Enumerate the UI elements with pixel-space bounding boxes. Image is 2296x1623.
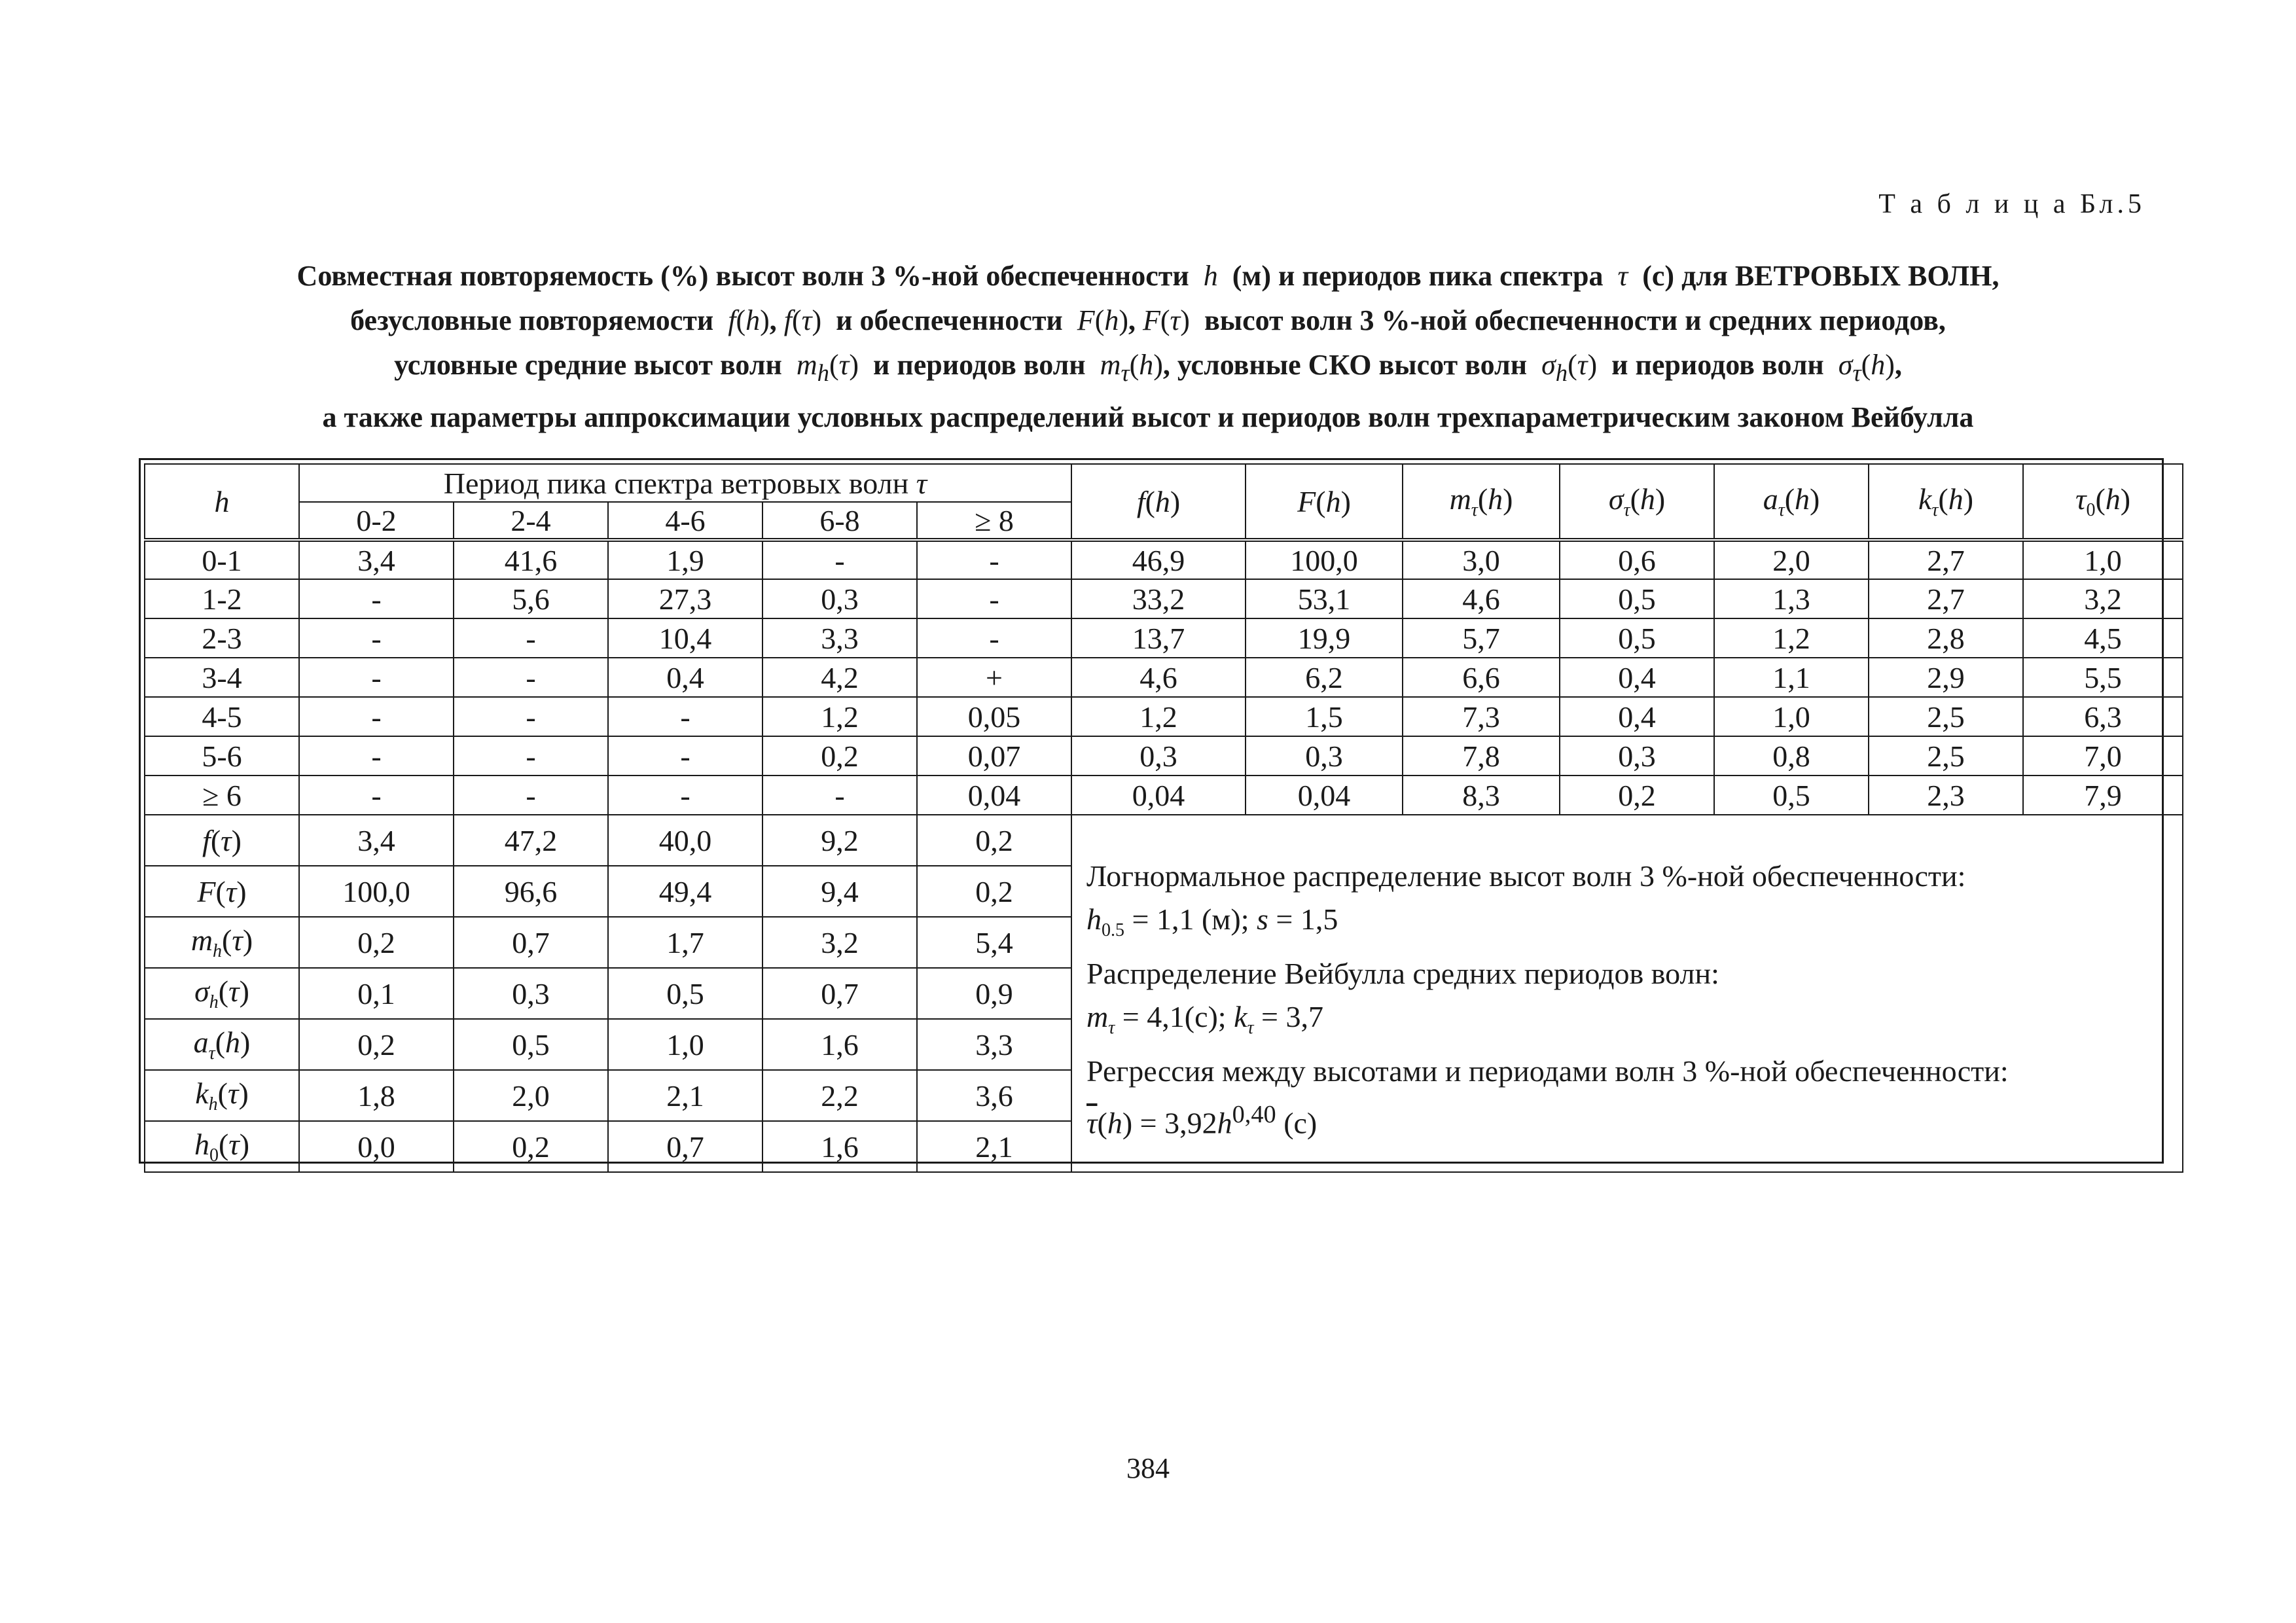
regression-title: Регрессия между высотами и периодами волн 3 %-ной обеспеченности: xyxy=(1086,1054,2009,1088)
cell-stat-period: 0,7 xyxy=(454,917,608,968)
cell-stat-period: 0,2 xyxy=(299,917,454,968)
cell-stat: 0,5 xyxy=(1560,618,1714,658)
table-caption xyxy=(98,254,2198,440)
cell-stat: 6,3 xyxy=(2023,697,2183,736)
symbol-m-tau-h: $m_\tau(h)$ xyxy=(1092,349,1163,386)
cell-stat-period: 3,2 xyxy=(762,917,917,968)
cell-stat: 6,2 xyxy=(1246,658,1403,697)
cell-stat: 3,0 xyxy=(1403,540,1560,579)
weibull-params: $m_\tau = 4,1(с)$; $k_\tau = 3,7$ xyxy=(1086,1000,1323,1039)
cell-stat-period: 9,2 xyxy=(762,815,917,866)
cell-frequency: 0,4 xyxy=(608,658,762,697)
cell-stat: 0,2 xyxy=(1560,776,1714,815)
cell-stat-period: 0,5 xyxy=(454,1019,608,1070)
cell-frequency: - xyxy=(454,697,608,736)
cell-frequency: - xyxy=(454,736,608,776)
cell-stat-period: 100,0 xyxy=(299,866,454,917)
cell-stat: 7,9 xyxy=(2023,776,2183,815)
stat-label-m-h-tau: $m_h(\tau)$ xyxy=(145,917,299,968)
cell-stat: 1,3 xyxy=(1714,579,1869,618)
cell-stat: 100,0 xyxy=(1246,540,1403,579)
cell-frequency: 1,2 xyxy=(762,697,917,736)
cell-frequency: - xyxy=(299,658,454,697)
cell-stat: 0,3 xyxy=(1560,736,1714,776)
cell-stat-period: 1,7 xyxy=(608,917,762,968)
cell-stat: 4,6 xyxy=(1071,658,1246,697)
stat-label-h0-tau: $h_0(\tau)$ xyxy=(145,1121,299,1172)
cell-stat-period: 0,2 xyxy=(299,1019,454,1070)
cell-frequency: - xyxy=(917,540,1071,579)
table-label: Т а б л и ц а Бл.5 xyxy=(1878,189,2145,219)
header-m-tau-h: $m_\tau(h)$ xyxy=(1403,464,1560,540)
cell-frequency: - xyxy=(299,697,454,736)
cell-frequency: - xyxy=(299,579,454,618)
header-period-0-2: 0-2 xyxy=(299,502,454,540)
row-h-range: 2-3 xyxy=(145,618,299,658)
header-h: h xyxy=(145,464,299,540)
cell-stat-period: 0,2 xyxy=(454,1121,608,1172)
header-period-2-4: 2-4 xyxy=(454,502,608,540)
table-row-stat xyxy=(145,815,2183,866)
table-row xyxy=(145,697,2183,736)
cell-stat: 2,3 xyxy=(1869,776,2023,815)
row-h-range: 5-6 xyxy=(145,736,299,776)
cell-stat: 1,0 xyxy=(2023,540,2183,579)
wave-frequency-table xyxy=(144,463,2183,1173)
cell-stat: 2,0 xyxy=(1714,540,1869,579)
cell-stat: 3,2 xyxy=(2023,579,2183,618)
cell-stat: 1,0 xyxy=(1714,697,1869,736)
cell-stat: 7,8 xyxy=(1403,736,1560,776)
lognormal-params: $h_{0.5} = 1,1$ (м); s = 1,5 xyxy=(1086,902,1338,941)
page-number: 384 xyxy=(1126,1452,1170,1484)
cell-frequency: - xyxy=(299,776,454,815)
cell-stat-period: 3,4 xyxy=(299,815,454,866)
cell-stat: 0,04 xyxy=(1071,776,1246,815)
header-sigma-tau-h: $\sigma_\tau(h)$ xyxy=(1560,464,1714,540)
cell-stat-period: 0,1 xyxy=(299,968,454,1019)
cell-stat: 2,5 xyxy=(1869,736,2023,776)
table-row xyxy=(145,579,2183,618)
cell-stat: 53,1 xyxy=(1246,579,1403,618)
cell-stat: 0,5 xyxy=(1560,579,1714,618)
cell-frequency: - xyxy=(917,579,1071,618)
caption-line-4: а также параметры аппроксимации условных распределений высот и периодов волн трехпараметрическим законом Вейбулла xyxy=(322,401,1974,433)
cell-frequency: - xyxy=(608,697,762,736)
cell-stat: 2,8 xyxy=(1869,618,2023,658)
header-period-4-6: 4-6 xyxy=(608,502,762,540)
cell-stat-period: 5,4 xyxy=(917,917,1071,968)
header-a-tau-h: $a_\tau(h)$ xyxy=(1714,464,1869,540)
cell-frequency: - xyxy=(299,618,454,658)
cell-stat-period: 3,6 xyxy=(917,1070,1071,1121)
cell-frequency: + xyxy=(917,658,1071,697)
stat-label-a-tau-h: $a_\tau(h)$ xyxy=(145,1019,299,1070)
cell-stat: 1,2 xyxy=(1071,697,1246,736)
cell-stat-period: 0,7 xyxy=(608,1121,762,1172)
cell-frequency: 27,3 xyxy=(608,579,762,618)
symbol-f-tau: f(τ) xyxy=(783,304,822,336)
cell-frequency: 1,9 xyxy=(608,540,762,579)
cell-stat-period: 96,6 xyxy=(454,866,608,917)
cell-stat: 2,7 xyxy=(1869,579,2023,618)
cell-frequency: - xyxy=(917,618,1071,658)
cell-stat: 4,6 xyxy=(1403,579,1560,618)
cell-frequency: - xyxy=(299,736,454,776)
cell-stat: 33,2 xyxy=(1071,579,1246,618)
caption-line-2: безусловные повторяемости f(h), f(τ) и обеспеченности F(h), F(τ) высот волн 3 %-ной обеспеченности и средних периодов, xyxy=(350,304,1946,336)
table-row xyxy=(145,658,2183,697)
cell-frequency: - xyxy=(608,776,762,815)
cell-stat: 2,9 xyxy=(1869,658,2023,697)
cell-frequency: 0,05 xyxy=(917,697,1071,736)
cell-stat: 5,5 xyxy=(2023,658,2183,697)
cell-stat: 0,5 xyxy=(1714,776,1869,815)
symbol-sigma-h-tau: $\sigma_h(\tau)$ xyxy=(1534,349,1598,386)
cell-frequency: 3,4 xyxy=(299,540,454,579)
row-h-range: 3-4 xyxy=(145,658,299,697)
cell-stat-period: 49,4 xyxy=(608,866,762,917)
cell-stat-period: 0,5 xyxy=(608,968,762,1019)
cell-stat: 2,7 xyxy=(1869,540,2023,579)
cell-stat-period: 0,7 xyxy=(762,968,917,1019)
cell-stat-period: 2,1 xyxy=(917,1121,1071,1172)
cell-stat: 2,5 xyxy=(1869,697,2023,736)
header-F-h: F(h) xyxy=(1246,464,1403,540)
cell-stat-period: 1,6 xyxy=(762,1121,917,1172)
header-period-6-8: 6-8 xyxy=(762,502,917,540)
cell-stat-period: 0,2 xyxy=(917,866,1071,917)
cell-frequency: 10,4 xyxy=(608,618,762,658)
row-h-range: 1-2 xyxy=(145,579,299,618)
cell-stat: 4,5 xyxy=(2023,618,2183,658)
cell-stat-period: 2,0 xyxy=(454,1070,608,1121)
symbol-m-h-tau: $m_h(\tau)$ xyxy=(789,349,859,386)
cell-frequency: 5,6 xyxy=(454,579,608,618)
cell-frequency: 0,3 xyxy=(762,579,917,618)
cell-stat: 1,1 xyxy=(1714,658,1869,697)
cell-frequency: - xyxy=(762,540,917,579)
cell-frequency: 3,3 xyxy=(762,618,917,658)
cell-stat-period: 2,1 xyxy=(608,1070,762,1121)
symbol-f-h: f(h) xyxy=(721,304,770,336)
cell-stat: 7,3 xyxy=(1403,697,1560,736)
symbol-F-h: F(h) xyxy=(1069,304,1128,336)
cell-stat: 0,3 xyxy=(1246,736,1403,776)
header-f-h: f(h) xyxy=(1071,464,1246,540)
row-h-range: ≥ 6 xyxy=(145,776,299,815)
cell-stat-period: 0,2 xyxy=(917,815,1071,866)
header-period-ge-8: ≥ 8 xyxy=(917,502,1071,540)
symbol-F-tau: F(τ) xyxy=(1143,304,1190,336)
stat-label-f-tau: f(τ) xyxy=(145,815,299,866)
symbol-tau: τ xyxy=(1610,260,1636,292)
cell-stat-period: 0,0 xyxy=(299,1121,454,1172)
table-row xyxy=(145,618,2183,658)
cell-stat: 0,4 xyxy=(1560,697,1714,736)
cell-stat: 7,0 xyxy=(2023,736,2183,776)
cell-stat: 0,4 xyxy=(1560,658,1714,697)
cell-stat-period: 1,0 xyxy=(608,1019,762,1070)
cell-stat-period: 0,9 xyxy=(917,968,1071,1019)
cell-stat-period: 0,3 xyxy=(454,968,608,1019)
table-row xyxy=(145,736,2183,776)
table-row xyxy=(145,540,2183,579)
weibull-title: Распределение Вейбулла средних периодов волн: xyxy=(1086,957,1719,991)
distribution-notes xyxy=(1071,815,2183,1172)
cell-stat: 0,6 xyxy=(1560,540,1714,579)
cell-frequency: 0,04 xyxy=(917,776,1071,815)
cell-stat: 19,9 xyxy=(1246,618,1403,658)
header-tau0-h: $\tau_0(h)$ xyxy=(2023,464,2183,540)
cell-stat-period: 9,4 xyxy=(762,866,917,917)
cell-stat: 46,9 xyxy=(1071,540,1246,579)
lognormal-title: Логнормальное распределение высот волн 3 %-ной обеспеченности: xyxy=(1086,859,1966,893)
header-period-group: Период пика спектра ветровых волн τ xyxy=(299,464,1071,502)
stat-label-k-h-tau: $k_h(\tau)$ xyxy=(145,1070,299,1121)
caption-line-1: Совместная повторяемость (%) высот волн 3 %-ной обеспеченности h (м) и периодов пика спектра τ (с) для ВЕТРОВЫХ ВОЛН, xyxy=(296,260,2000,292)
cell-stat: 5,7 xyxy=(1403,618,1560,658)
cell-stat: 0,04 xyxy=(1246,776,1403,815)
cell-stat-period: 2,2 xyxy=(762,1070,917,1121)
row-h-range: 0-1 xyxy=(145,540,299,579)
cell-stat-period: 40,0 xyxy=(608,815,762,866)
cell-frequency: - xyxy=(608,736,762,776)
stat-label-F-tau: F(τ) xyxy=(145,866,299,917)
stat-label-sigma-h-tau: $\sigma_h(\tau)$ xyxy=(145,968,299,1019)
cell-frequency: 41,6 xyxy=(454,540,608,579)
header-k-tau-h: $k_\tau(h)$ xyxy=(1869,464,2023,540)
symbol-h: h xyxy=(1196,260,1225,292)
cell-stat-period: 1,8 xyxy=(299,1070,454,1121)
caption-line-3: условные средние высот волн $m_h(\tau)$ и периодов волн $m_\tau(h)$, условные СКО высот волн $\sigma_h(\tau)$ и периодов волн $\sigma_\tau(h)$, xyxy=(394,349,1902,386)
cell-frequency: - xyxy=(454,618,608,658)
cell-frequency: 0,07 xyxy=(917,736,1071,776)
cell-stat-period: 1,6 xyxy=(762,1019,917,1070)
cell-stat: 0,8 xyxy=(1714,736,1869,776)
cell-stat: 8,3 xyxy=(1403,776,1560,815)
table-row xyxy=(145,776,2183,815)
cell-stat-period: 3,3 xyxy=(917,1019,1071,1070)
row-h-range: 4-5 xyxy=(145,697,299,736)
cell-frequency: 4,2 xyxy=(762,658,917,697)
symbol-sigma-tau-h: $\sigma_\tau(h)$ xyxy=(1831,349,1895,386)
cell-frequency: - xyxy=(454,776,608,815)
cell-frequency: - xyxy=(762,776,917,815)
cell-frequency: 0,2 xyxy=(762,736,917,776)
cell-stat: 0,3 xyxy=(1071,736,1246,776)
cell-stat: 6,6 xyxy=(1403,658,1560,697)
regression-formula: $\overline{\tau}(h) = 3,92h^{0,40}$ (с) xyxy=(1086,1101,1318,1140)
cell-stat-period: 47,2 xyxy=(454,815,608,866)
cell-stat: 1,5 xyxy=(1246,697,1403,736)
cell-stat: 1,2 xyxy=(1714,618,1869,658)
cell-frequency: - xyxy=(454,658,608,697)
cell-stat: 13,7 xyxy=(1071,618,1246,658)
